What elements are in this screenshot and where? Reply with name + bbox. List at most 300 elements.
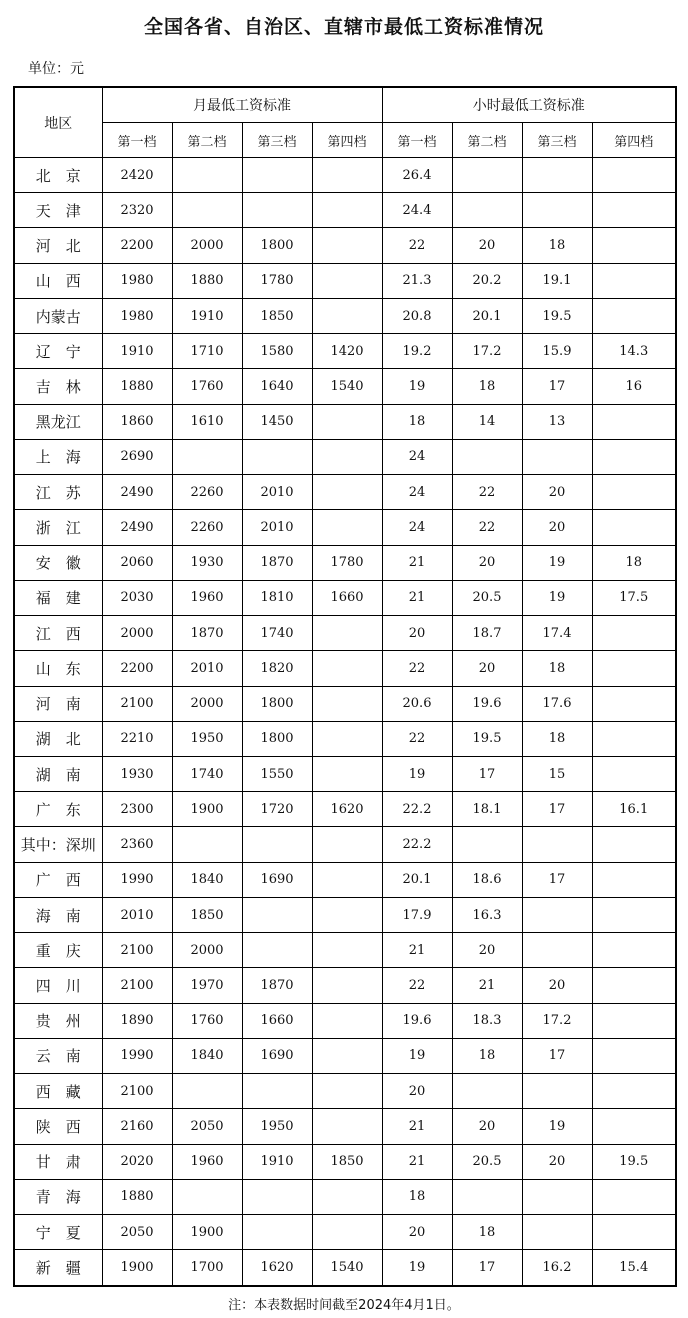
region-cell: 黑龙江 [14,404,102,439]
monthly-wage-cell [242,439,312,474]
hourly-wage-cell: 18 [382,404,452,439]
monthly-wage-cell [312,1003,382,1038]
monthly-wage-cell: 2010 [172,651,242,686]
table-row [14,545,676,580]
table-row [14,263,676,298]
monthly-wage-cell [242,933,312,968]
monthly-wage-cell: 1780 [312,545,382,580]
hourly-wage-cell: 22 [382,651,452,686]
monthly-wage-cell: 1980 [102,263,172,298]
monthly-wage-cell: 2030 [102,580,172,615]
hourly-wage-cell: 21.3 [382,263,452,298]
hourly-wage-cell: 18 [522,228,592,263]
hourly-wage-cell [592,686,676,721]
monthly-wage-cell: 2010 [102,897,172,932]
hourly-wage-cell: 16 [592,369,676,404]
monthly-wage-cell: 1700 [172,1250,242,1286]
hourly-wage-cell: 17.9 [382,897,452,932]
hourly-tier-4-header: 第四档 [592,123,676,158]
hourly-wage-cell: 19 [382,369,452,404]
hourly-wage-cell: 15.4 [592,1250,676,1286]
hourly-wage-cell: 21 [452,968,522,1003]
region-cell: 山 西 [14,263,102,298]
minimum-wage-table [13,86,677,1287]
monthly-wage-cell: 1800 [242,721,312,756]
hourly-wage-cell: 22.2 [382,827,452,862]
hourly-wage-cell: 19 [522,1109,592,1144]
monthly-wage-cell: 2020 [102,1144,172,1179]
hourly-wage-cell [592,862,676,897]
monthly-wage-cell: 1840 [172,1038,242,1073]
monthly-wage-cell: 2100 [102,1074,172,1109]
table-row [14,1074,676,1109]
hourly-wage-cell: 16.3 [452,897,522,932]
table-row [14,369,676,404]
monthly-wage-cell: 2210 [102,721,172,756]
table-row [14,651,676,686]
monthly-wage-cell: 1980 [102,298,172,333]
monthly-wage-cell: 1450 [242,404,312,439]
monthly-wage-cell: 2010 [242,475,312,510]
hourly-wage-cell: 24.4 [382,193,452,228]
region-cell: 浙 江 [14,510,102,545]
monthly-wage-cell: 1870 [242,545,312,580]
region-cell: 宁 夏 [14,1215,102,1250]
hourly-tier-1-header: 第一档 [382,123,452,158]
monthly-wage-cell: 2490 [102,475,172,510]
monthly-wage-cell [312,228,382,263]
monthly-wage-cell: 2100 [102,933,172,968]
hourly-wage-cell [452,1074,522,1109]
monthly-wage-cell [312,968,382,1003]
hourly-wage-cell: 16.1 [592,792,676,827]
hourly-wage-cell: 18.1 [452,792,522,827]
hourly-wage-cell: 20.1 [452,298,522,333]
footnote: 注：本表数据时间截至2024年4月1日。 [228,1298,460,1313]
monthly-wage-cell: 2100 [102,968,172,1003]
monthly-wage-cell: 2100 [102,686,172,721]
monthly-wage-cell [242,827,312,862]
monthly-wage-cell: 1870 [242,968,312,1003]
hourly-wage-cell: 22.2 [382,792,452,827]
hourly-wage-cell [592,158,676,193]
region-cell: 河 南 [14,686,102,721]
region-cell: 青 海 [14,1179,102,1214]
monthly-wage-cell: 1950 [172,721,242,756]
monthly-wage-cell [172,1179,242,1214]
monthly-wage-cell [172,158,242,193]
hourly-wage-cell: 19 [382,1038,452,1073]
region-cell: 陕 西 [14,1109,102,1144]
monthly-wage-cell: 1900 [172,1215,242,1250]
monthly-wage-cell: 1880 [102,369,172,404]
hourly-wage-cell [592,651,676,686]
hourly-wage-cell [522,897,592,932]
hourly-wage-cell [522,439,592,474]
region-cell: 重 庆 [14,933,102,968]
hourly-wage-cell: 18 [522,651,592,686]
monthly-wage-cell [312,756,382,791]
hourly-wage-cell: 20 [522,968,592,1003]
hourly-wage-cell: 20 [382,1074,452,1109]
monthly-wage-cell: 1540 [312,1250,382,1286]
hourly-header: 小时最低工资标准 [382,87,676,123]
hourly-wage-cell: 18 [452,1215,522,1250]
table-body [14,158,676,1287]
monthly-wage-cell: 2160 [102,1109,172,1144]
monthly-wage-cell [172,827,242,862]
table-row [14,510,676,545]
hourly-wage-cell [592,721,676,756]
monthly-wage-cell [312,897,382,932]
monthly-wage-cell: 2260 [172,475,242,510]
hourly-wage-cell: 20 [452,228,522,263]
hourly-wage-cell: 13 [522,404,592,439]
monthly-wage-cell: 1690 [242,862,312,897]
region-cell: 广 西 [14,862,102,897]
monthly-wage-cell: 1880 [172,263,242,298]
hourly-wage-cell [522,827,592,862]
monthly-wage-cell [312,827,382,862]
hourly-wage-cell [452,439,522,474]
monthly-wage-cell: 1620 [242,1250,312,1286]
hourly-wage-cell: 20.6 [382,686,452,721]
monthly-wage-cell: 1890 [102,1003,172,1038]
monthly-wage-cell: 1740 [242,616,312,651]
header-row-groups [14,87,676,123]
hourly-wage-cell [592,897,676,932]
monthly-wage-cell: 2000 [102,616,172,651]
table-row [14,334,676,369]
monthly-wage-cell: 2200 [102,228,172,263]
monthly-wage-cell: 1960 [172,580,242,615]
hourly-wage-cell: 18 [592,545,676,580]
monthly-wage-cell: 2300 [102,792,172,827]
hourly-wage-cell: 19 [382,1250,452,1286]
hourly-wage-cell: 18 [452,369,522,404]
region-cell: 新 疆 [14,1250,102,1286]
hourly-wage-cell [592,756,676,791]
monthly-wage-cell [172,1074,242,1109]
hourly-wage-cell: 20 [522,510,592,545]
monthly-wage-cell: 2000 [172,686,242,721]
monthly-tier-4-header: 第四档 [312,123,382,158]
region-cell: 四 川 [14,968,102,1003]
monthly-wage-cell: 2000 [172,933,242,968]
monthly-wage-cell: 2060 [102,545,172,580]
hourly-wage-cell: 24 [382,439,452,474]
hourly-wage-cell: 17.4 [522,616,592,651]
monthly-wage-cell [312,721,382,756]
hourly-wage-cell: 24 [382,475,452,510]
hourly-wage-cell [592,933,676,968]
hourly-wage-cell: 20 [382,616,452,651]
region-cell: 内蒙古 [14,298,102,333]
monthly-wage-cell [242,1179,312,1214]
region-cell: 吉 林 [14,369,102,404]
region-cell: 天 津 [14,193,102,228]
hourly-wage-cell: 26.4 [382,158,452,193]
hourly-wage-cell [592,1003,676,1038]
hourly-wage-cell [592,404,676,439]
monthly-wage-cell [312,1215,382,1250]
hourly-wage-cell [592,1074,676,1109]
hourly-wage-cell: 21 [382,933,452,968]
hourly-wage-cell: 20 [452,651,522,686]
monthly-wage-cell [312,439,382,474]
hourly-wage-cell: 22 [452,510,522,545]
monthly-wage-cell: 1910 [172,298,242,333]
table-row [14,404,676,439]
hourly-wage-cell [592,1215,676,1250]
monthly-wage-cell: 1950 [242,1109,312,1144]
hourly-wage-cell: 20 [522,1144,592,1179]
monthly-wage-cell [312,933,382,968]
monthly-wage-cell: 1910 [242,1144,312,1179]
table-row [14,1179,676,1214]
monthly-wage-cell [242,1215,312,1250]
hourly-wage-cell [452,1179,522,1214]
monthly-tier-2-header: 第二档 [172,123,242,158]
monthly-wage-cell [312,651,382,686]
monthly-wage-cell [312,1179,382,1214]
table-row [14,1003,676,1038]
monthly-wage-cell: 2200 [102,651,172,686]
hourly-wage-cell: 18.3 [452,1003,522,1038]
region-cell: 西 藏 [14,1074,102,1109]
monthly-wage-cell [312,298,382,333]
monthly-wage-cell [312,263,382,298]
region-cell: 甘 肃 [14,1144,102,1179]
monthly-wage-cell [312,686,382,721]
region-cell: 北 京 [14,158,102,193]
hourly-wage-cell [592,510,676,545]
monthly-wage-cell [242,1074,312,1109]
hourly-wage-cell: 17 [522,1038,592,1073]
region-cell: 上 海 [14,439,102,474]
monthly-wage-cell: 1540 [312,369,382,404]
hourly-wage-cell: 21 [382,1109,452,1144]
monthly-wage-cell: 1900 [172,792,242,827]
table-row [14,721,676,756]
region-cell: 其中：深圳 [14,827,102,862]
monthly-wage-cell: 2690 [102,439,172,474]
hourly-wage-cell: 15 [522,756,592,791]
hourly-wage-cell: 18 [452,1038,522,1073]
hourly-wage-cell: 17 [522,862,592,897]
table-row [14,1215,676,1250]
hourly-wage-cell [592,968,676,1003]
region-header: 地区 [14,87,102,158]
hourly-wage-cell: 18.7 [452,616,522,651]
monthly-wage-cell: 1960 [172,1144,242,1179]
monthly-wage-cell: 1720 [242,792,312,827]
hourly-wage-cell [452,827,522,862]
monthly-wage-cell: 2260 [172,510,242,545]
table-row [14,1109,676,1144]
monthly-wage-cell [312,616,382,651]
hourly-wage-cell [452,193,522,228]
region-cell: 广 东 [14,792,102,827]
region-cell: 江 苏 [14,475,102,510]
table-row [14,439,676,474]
monthly-wage-cell: 2010 [242,510,312,545]
header-row-tiers [14,123,676,158]
table-row [14,298,676,333]
monthly-wage-cell: 1660 [312,580,382,615]
hourly-wage-cell: 20.5 [452,1144,522,1179]
monthly-wage-cell: 2420 [102,158,172,193]
hourly-wage-cell [592,1109,676,1144]
monthly-wage-cell: 1990 [102,1038,172,1073]
table-row [14,862,676,897]
monthly-wage-cell [312,1038,382,1073]
hourly-wage-cell: 20 [452,933,522,968]
hourly-wage-cell: 20.8 [382,298,452,333]
hourly-wage-cell [592,616,676,651]
hourly-wage-cell: 15.9 [522,334,592,369]
monthly-wage-cell: 1690 [242,1038,312,1073]
table-row [14,616,676,651]
hourly-wage-cell: 17 [452,1250,522,1286]
hourly-wage-cell: 19.6 [382,1003,452,1038]
monthly-wage-cell: 1640 [242,369,312,404]
monthly-wage-cell [312,475,382,510]
monthly-wage-cell [312,404,382,439]
hourly-wage-cell: 22 [382,721,452,756]
hourly-wage-cell [592,475,676,510]
region-cell: 江 西 [14,616,102,651]
hourly-wage-cell: 24 [382,510,452,545]
monthly-wage-cell: 1780 [242,263,312,298]
monthly-wage-cell: 1760 [172,369,242,404]
region-cell: 海 南 [14,897,102,932]
monthly-wage-cell: 1930 [172,545,242,580]
hourly-wage-cell [592,193,676,228]
hourly-wage-cell: 20 [452,545,522,580]
monthly-wage-cell: 1880 [102,1179,172,1214]
monthly-wage-cell: 1610 [172,404,242,439]
monthly-wage-cell: 1850 [172,897,242,932]
hourly-wage-cell [592,1179,676,1214]
hourly-wage-cell [592,263,676,298]
hourly-wage-cell [592,439,676,474]
table-row [14,1144,676,1179]
region-cell: 贵 州 [14,1003,102,1038]
region-cell: 河 北 [14,228,102,263]
hourly-wage-cell: 20.5 [452,580,522,615]
hourly-wage-cell [592,1038,676,1073]
monthly-wage-cell [242,193,312,228]
hourly-wage-cell: 20 [522,475,592,510]
monthly-wage-cell: 1820 [242,651,312,686]
hourly-wage-cell: 17.6 [522,686,592,721]
monthly-wage-cell [312,510,382,545]
hourly-wage-cell: 17 [452,756,522,791]
hourly-wage-cell [522,158,592,193]
hourly-wage-cell: 22 [382,968,452,1003]
region-cell: 山 东 [14,651,102,686]
hourly-wage-cell: 20 [382,1215,452,1250]
table-row [14,475,676,510]
monthly-wage-cell: 1810 [242,580,312,615]
hourly-wage-cell [522,1179,592,1214]
hourly-wage-cell: 19.5 [522,298,592,333]
monthly-header: 月最低工资标准 [102,87,382,123]
table-row [14,897,676,932]
hourly-wage-cell [522,193,592,228]
hourly-wage-cell: 17 [522,792,592,827]
hourly-wage-cell: 18.6 [452,862,522,897]
hourly-wage-cell: 20.2 [452,263,522,298]
monthly-wage-cell: 2000 [172,228,242,263]
hourly-wage-cell: 18 [382,1179,452,1214]
hourly-wage-cell: 22 [452,475,522,510]
hourly-wage-cell: 19.6 [452,686,522,721]
monthly-tier-1-header: 第一档 [102,123,172,158]
monthly-wage-cell: 1800 [242,228,312,263]
table-row [14,158,676,193]
monthly-wage-cell [242,158,312,193]
monthly-wage-cell [172,439,242,474]
monthly-wage-cell: 1850 [242,298,312,333]
table-row [14,827,676,862]
monthly-wage-cell: 1900 [102,1250,172,1286]
hourly-wage-cell: 14 [452,404,522,439]
monthly-wage-cell: 1710 [172,334,242,369]
hourly-wage-cell [522,1074,592,1109]
monthly-wage-cell [312,862,382,897]
hourly-wage-cell: 17.2 [452,334,522,369]
hourly-wage-cell [592,228,676,263]
monthly-wage-cell [312,1109,382,1144]
hourly-wage-cell [592,827,676,862]
monthly-wage-cell: 1990 [102,862,172,897]
monthly-wage-cell [312,158,382,193]
monthly-wage-cell [172,193,242,228]
table-row [14,968,676,1003]
monthly-wage-cell: 1580 [242,334,312,369]
region-cell: 湖 北 [14,721,102,756]
monthly-wage-cell: 2320 [102,193,172,228]
monthly-wage-cell: 1760 [172,1003,242,1038]
hourly-tier-2-header: 第二档 [452,123,522,158]
table-row [14,756,676,791]
monthly-wage-cell: 1740 [172,756,242,791]
hourly-wage-cell: 18 [522,721,592,756]
hourly-wage-cell: 22 [382,228,452,263]
hourly-wage-cell [522,1215,592,1250]
hourly-wage-cell [522,933,592,968]
region-cell: 辽 宁 [14,334,102,369]
hourly-wage-cell: 19.5 [592,1144,676,1179]
hourly-wage-cell: 21 [382,580,452,615]
hourly-wage-cell: 19.5 [452,721,522,756]
monthly-wage-cell: 1930 [102,756,172,791]
hourly-wage-cell: 21 [382,545,452,580]
hourly-wage-cell: 19.1 [522,263,592,298]
hourly-wage-cell: 21 [382,1144,452,1179]
hourly-wage-cell [452,158,522,193]
hourly-wage-cell: 19 [522,545,592,580]
monthly-wage-cell: 1870 [172,616,242,651]
hourly-tier-3-header: 第三档 [522,123,592,158]
hourly-wage-cell: 17.2 [522,1003,592,1038]
hourly-wage-cell: 16.2 [522,1250,592,1286]
hourly-wage-cell: 19.2 [382,334,452,369]
hourly-wage-cell: 19 [382,756,452,791]
hourly-wage-cell [592,298,676,333]
